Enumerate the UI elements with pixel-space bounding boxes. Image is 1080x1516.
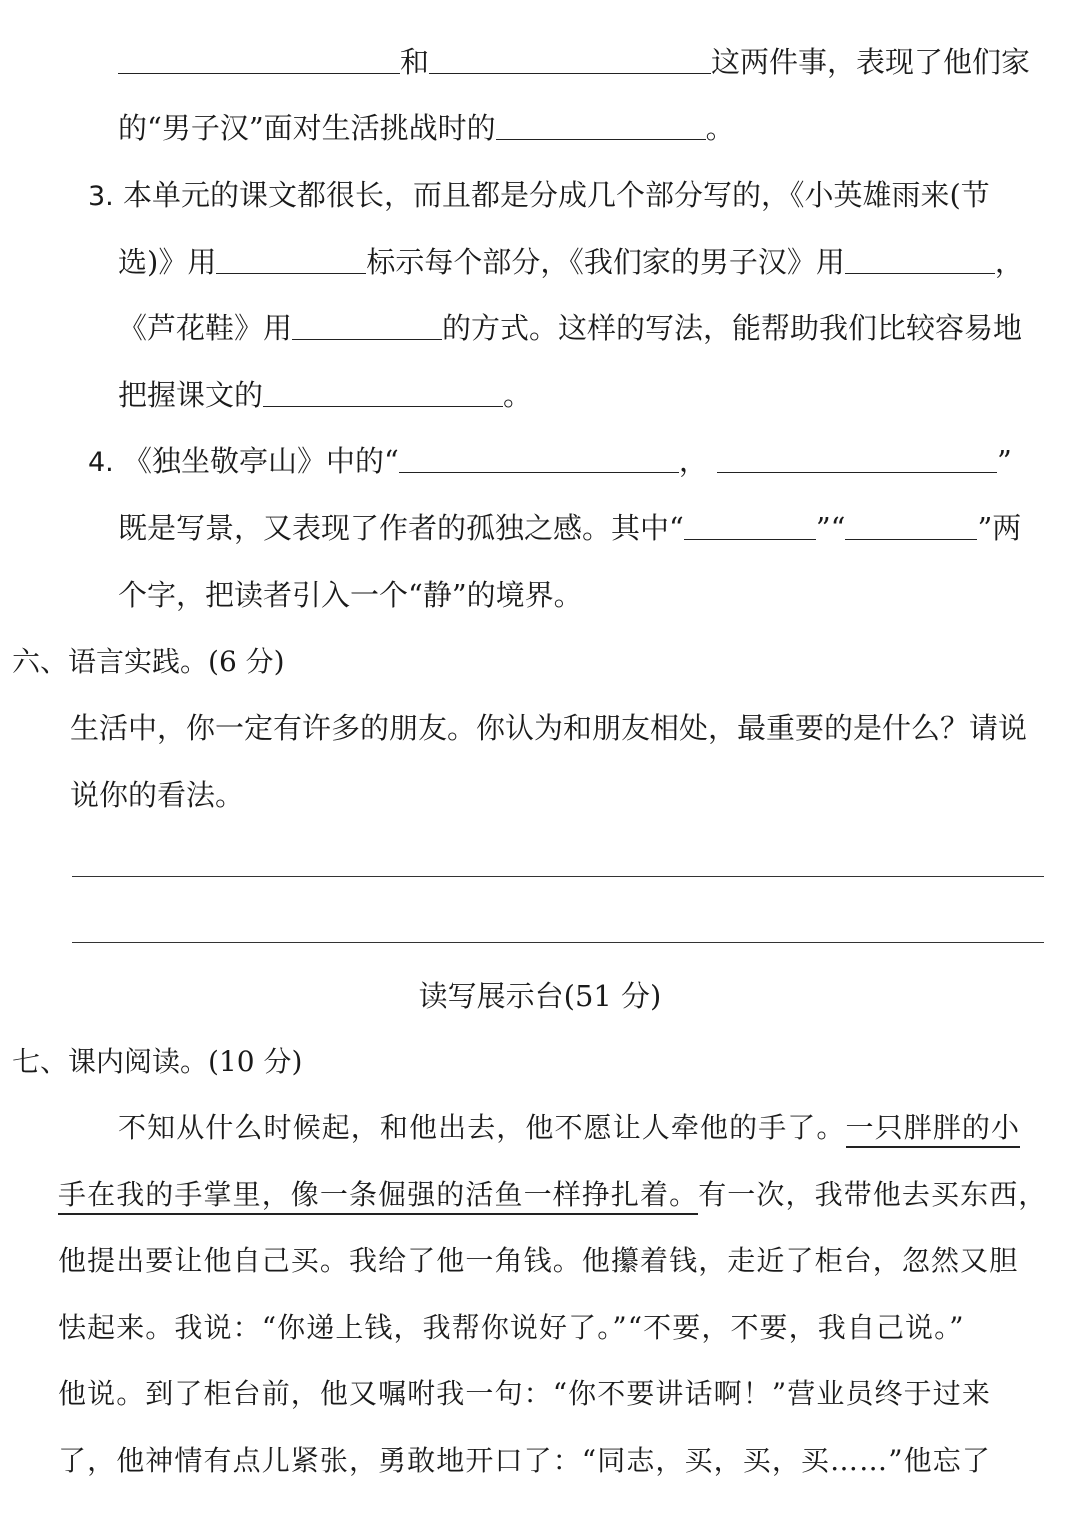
q3-text: 的方式。这样的写法，能帮助我们比较容易地: [442, 311, 1023, 345]
q3-text: 选)》用: [118, 245, 217, 279]
answer-blank[interactable]: [292, 309, 442, 340]
q3-text: 。: [503, 378, 533, 412]
answer-blank[interactable]: [717, 442, 997, 473]
answer-line[interactable]: [72, 942, 1044, 943]
q4-text: 《独坐敬亭山》中的“: [122, 444, 399, 478]
question-number: 3.: [88, 181, 114, 212]
section6-prompt-line2: [70, 775, 244, 815]
passage-line-5: [58, 1374, 991, 1414]
section-points: (10 分): [208, 1045, 303, 1078]
q3-text: 标示每个部分，《我们家的男子汉》用: [366, 245, 845, 279]
underlined-sentence: 手在我的手掌里，像一条倔强的活鱼一样挣扎着。: [58, 1178, 698, 1215]
q3-line4: [118, 375, 532, 415]
answer-blank[interactable]: [496, 109, 706, 140]
q2-text: 的“男子汉”面对生活挑战时的: [118, 111, 496, 145]
section7-heading: [12, 1042, 302, 1082]
answer-blank[interactable]: [118, 43, 400, 74]
answer-line[interactable]: [72, 876, 1044, 877]
passage-line-2: [58, 1175, 1047, 1215]
section6-prompt-line1: [70, 708, 1027, 748]
q3-line3: [118, 308, 1022, 348]
underlined-sentence: 一只胖胖的小: [846, 1111, 1021, 1148]
q4-line2: [118, 508, 1021, 548]
passage-text: 他说。到了柜台前，他又嘱咐我一句：“你不要讲话啊！”营业员终于过来: [58, 1377, 991, 1410]
q4-text: 既是写景，又表现了作者的孤独之感。其中“: [118, 511, 684, 545]
q2-text: 这两件事，表现了他们家: [711, 45, 1031, 79]
q3-text: ，: [994, 245, 1024, 279]
answer-blank[interactable]: [845, 243, 995, 274]
passage-line-6: [58, 1441, 991, 1481]
q4-text: ”“: [815, 511, 846, 545]
passage-line-3: [58, 1241, 1018, 1281]
q2-line1: [118, 42, 1030, 82]
answer-blank[interactable]: [845, 509, 977, 540]
section-title: 六、语言实践。: [12, 645, 209, 678]
q4-line1: [88, 441, 1012, 483]
section6-heading: [12, 642, 285, 682]
passage-text: 怯起来。我说：“你递上钱，我帮你说好了。”“不要，不要，我自己说。”: [58, 1311, 965, 1344]
q2-and: 和: [400, 45, 430, 79]
answer-blank[interactable]: [216, 243, 366, 274]
prompt-text: 生活中，你一定有许多的朋友。你认为和朋友相处，最重要的是什么？请说: [70, 711, 1028, 745]
passage-line-4: [58, 1308, 965, 1348]
answer-blank[interactable]: [263, 376, 503, 407]
q4-text: ”: [997, 444, 1012, 478]
part-header-text: 读写展示台(51 分): [418, 979, 662, 1013]
answer-blank[interactable]: [684, 509, 816, 540]
q3-line1: [88, 175, 990, 217]
passage-text: 不知从什么时候起，和他出去，他不愿让人牵他的手了。: [118, 1111, 846, 1144]
q2-line2: [118, 108, 735, 148]
part-header: [0, 976, 1080, 1016]
passage-text: 有一次，我带他去买东西，: [698, 1178, 1048, 1211]
question-number: 4.: [88, 447, 114, 478]
answer-blank[interactable]: [399, 442, 679, 473]
q3-text: 《芦花鞋》用: [118, 311, 293, 345]
section-points: (6 分): [208, 645, 285, 678]
q3-line2: [118, 242, 1024, 282]
q4-text: ，: [678, 444, 708, 478]
passage-text: 了，他神情有点儿紧张，勇敢地开口了：“同志，买，买，买……”他忘了: [58, 1444, 991, 1477]
q3-text: 把握课文的: [118, 378, 264, 412]
passage-line-1: [118, 1108, 1020, 1148]
q4-line3: [118, 575, 583, 615]
answer-blank[interactable]: [429, 43, 711, 74]
passage-text: 他提出要让他自己买。我给了他一角钱。他攥着钱，走近了柜台，忽然又胆: [58, 1244, 1019, 1277]
section-title: 七、课内阅读。: [12, 1045, 209, 1078]
q4-text: 个字，把读者引入一个“静”的境界。: [118, 578, 583, 612]
prompt-text: 说你的看法。: [70, 778, 245, 812]
q4-text: ”两: [977, 511, 1022, 545]
q3-text: 本单元的课文都很长，而且都是分成几个部分写的，《小英雄雨来(节: [122, 178, 990, 212]
q2-text: 。: [705, 111, 735, 145]
